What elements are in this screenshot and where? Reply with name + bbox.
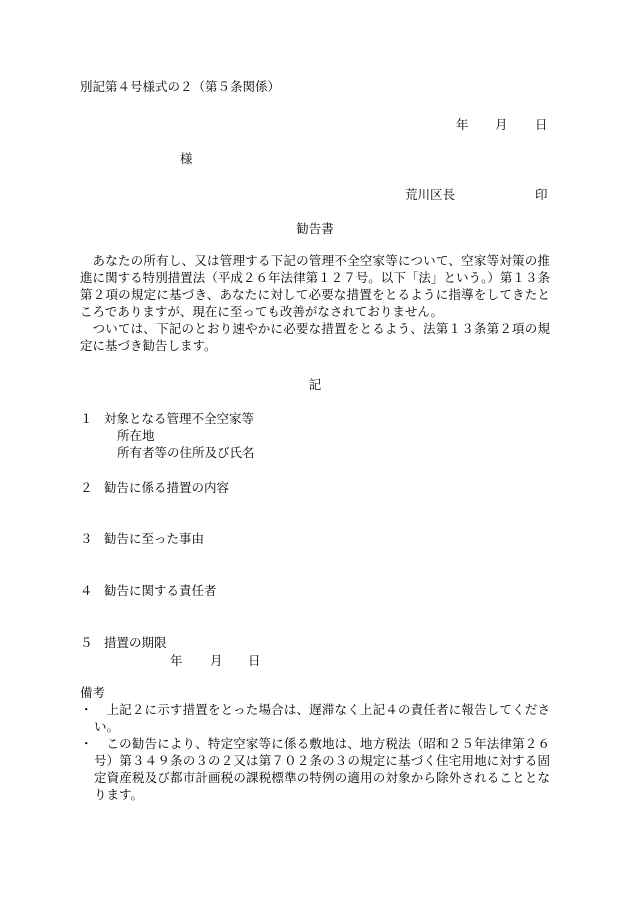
note-bullet: ・ — [80, 702, 93, 717]
note-text-1: 上記２に示す措置をとった場合は、遅滞なく上記４の責任者に報告してください。 — [94, 702, 550, 734]
date-day-label: 日 — [535, 117, 548, 132]
item-3-number: ３ — [80, 531, 93, 546]
item-1 — [80, 410, 254, 427]
item-2-label: 勧告に係る措置の内容 — [104, 480, 230, 495]
notes-heading: 備考 — [80, 685, 106, 700]
item-3-label: 勧告に至った事由 — [104, 531, 205, 546]
deadline-month-label: 月 — [210, 653, 223, 668]
note-item — [80, 735, 550, 803]
note-bullet: ・ — [80, 736, 93, 751]
deadline-day-label: 日 — [248, 653, 261, 668]
item-1-number: １ — [80, 411, 93, 426]
sender-name: 荒川区長 — [405, 187, 456, 202]
item-1-owner: 所有者等の住所及び氏名 — [117, 445, 255, 460]
item-4-label: 勧告に関する責任者 — [104, 583, 217, 598]
item-3 — [80, 530, 204, 547]
seal-mark: 印 — [535, 187, 548, 202]
note-item — [80, 701, 550, 735]
form-header: 別記第４号様式の２（第５条関係） — [80, 79, 281, 94]
notes-section — [80, 684, 550, 803]
item-5 — [80, 634, 167, 651]
date-month-label: 月 — [495, 117, 508, 132]
date-year-label: 年 — [456, 117, 469, 132]
item-2-number: ２ — [80, 480, 93, 495]
item-1-location: 所在地 — [117, 428, 155, 443]
ki-heading: 記 — [308, 377, 322, 392]
item-4-number: ４ — [80, 583, 93, 598]
item-2 — [80, 479, 229, 496]
document-title: 勧告書 — [296, 221, 334, 236]
item-5-label: 措置の期限 — [104, 635, 167, 650]
item-4 — [80, 582, 217, 599]
deadline-year-label: 年 — [170, 653, 183, 668]
item-1-label: 対象となる管理不全空家等 — [104, 411, 255, 426]
addressee-suffix: 様 — [180, 151, 193, 166]
item-5-number: ５ — [80, 635, 93, 650]
body-text — [80, 252, 550, 354]
body-paragraph-1: あなたの所有し、又は管理する下記の管理不全空家等について、空家等対策の推進に関する特別措置法（平成２６年法律第１２７号。以下「法」という。）第１３条第２項の規定に基づき、あなたに対して必要な措置をとるように指導をしてきたところでありますが、現在に至っても改善がなされておりません。 — [80, 253, 550, 319]
note-text-2: この勧告により、特定空家等に係る敷地は、地方税法（昭和２５年法律第２６号）第３４９条の３の２又は第７０２条の３の規定に基づく住宅用地に対する固定資産税及び都市計画税の課税標準の特例の適用の対象から除外されることとなります。 — [94, 736, 550, 802]
body-paragraph-2: ついては、下記のとおり速やかに必要な措置をとるよう、法第１３条第２項の規定に基づき勧告します。 — [80, 321, 550, 353]
